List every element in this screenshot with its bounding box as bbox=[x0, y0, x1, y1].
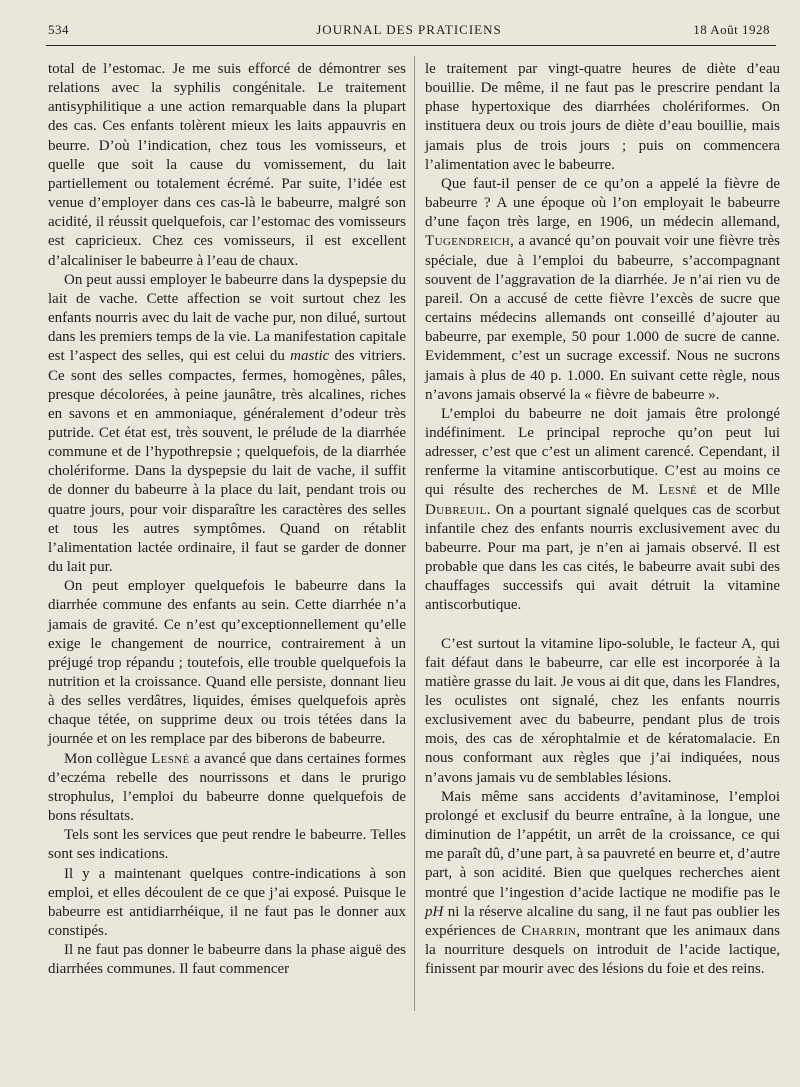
paragraph bbox=[425, 405, 780, 616]
paragraph bbox=[48, 750, 406, 827]
paragraph-text: Il ne faut pas donner le babeurre dans la phase aiguë des diarrhées communes. Il faut commencer bbox=[48, 942, 406, 978]
paragraph-text: Que faut-il penser de ce qu’on a appelé la fièvre de babeurre ? A une époque où l’on employait le babeurre d’une façon très large, en 1906, un médecin allemand, bbox=[425, 175, 780, 231]
paragraph-text: . On a pourtant signalé quelques cas de scorbut infantile chez des enfants nourris exclusivement avec du babeurre. Pour ma part, je n’en ai jamais observé. Il est probable que dans les cas cités, le babeurre avait subi des chauffages successifs qui avait détruit la vitamine antiscorbutique. bbox=[425, 501, 780, 614]
italic-term: pH bbox=[425, 903, 444, 920]
author-name: Tugendreich bbox=[425, 233, 511, 250]
page-number: 534 bbox=[48, 22, 69, 37]
paragraph-text: Tels sont les services que peut rendre le babeurre. Telles sont ses indications. bbox=[48, 827, 406, 863]
paragraph-text: des vitriers. Ce sont des selles compactes, fermes, homogènes, pâles, presque décolorées, à peine jaunâtre, très alcalines, riches en savons et en ammoniaque, généralement d’odeur très putride. Cet état est, très souvent, le prélude de la diarrhée commune et de l’hypothrepsie ; quelquefois, de la diarrhée cholériforme. Dans la dyspepsie du lait de vache, il suffit de donner du babeurre à la place du lait, pendant trois ou quatre jours, pour voir disparaître les caractères des selles et tous les autres symptômes. Quand on rétablit l’alimentation lactée ordinaire, il faut se garder de donner du lait pur. bbox=[48, 348, 407, 576]
paragraph bbox=[48, 271, 406, 578]
paragraph-text: L’emploi du babeurre ne doit jamais être prolongé indéfiniment. Le principal reproche qu’on peut lui adresser, c’est que c’est un aliment carencé. Cependant, il renferme la vitamine antiscorbutique. C’est au moins ce qui résulte des recherches de M. bbox=[425, 405, 780, 499]
paragraph-text: Il y a maintenant quelques contre-indications à son emploi, et elles découlent de ce que j’ai exposé. Puisque le babeurre est antidiarrhéique, il ne faut pas le donner aux constipés. bbox=[48, 865, 406, 940]
author-name: Lesné bbox=[151, 750, 190, 767]
author-name: Dubreuil bbox=[425, 501, 487, 518]
paragraph-text: , montrant que les animaux dans la nourriture desquels on introduit de l’acide lactique, finissent par mourir avec des lésions du foie et des reins. bbox=[425, 922, 781, 978]
paragraph bbox=[425, 60, 780, 175]
column-divider bbox=[414, 56, 415, 1011]
paragraph bbox=[425, 788, 780, 980]
running-header bbox=[48, 22, 770, 42]
issue-date: 18 Août 1928 bbox=[693, 22, 770, 37]
italic-term: mastic bbox=[290, 348, 330, 365]
paragraph bbox=[48, 577, 406, 749]
paragraph-text: ni la réserve alcaline du sang, il ne faut pas oublier les expériences de bbox=[425, 903, 780, 939]
header-rule bbox=[46, 45, 776, 46]
paragraph-text: Mon collègue bbox=[64, 750, 152, 767]
paragraph bbox=[48, 865, 406, 942]
author-name: Lesné bbox=[658, 482, 698, 499]
paragraph bbox=[48, 826, 406, 864]
paragraph-text: total de l’estomac. Je me suis efforcé de démontrer ses relations avec la syphilis congénitale. Le traitement antisyphilitique a une action remarquable dans la plupart des cas. Ces enfants tolèrent mieux les laits appauvris en beurre. D’où l’indication, chez tous les vomisseurs, et quelle que soit la cause du vomissement, du lait partiellement ou totalement écrémé. Par suite, l’idée est venue d’employer dans ces cas-là le babeurre, malgré son acidité, il réussit quelquefois, car l’estomac des vomisseurs est capricieux. Chez ces vomisseurs, il est excellent d’alcaliniser le babeurre à l’eau de chaux. bbox=[48, 61, 406, 269]
paragraph-text: et de Mlle bbox=[697, 482, 780, 499]
paragraph bbox=[425, 175, 780, 405]
author-name: Charrin bbox=[521, 922, 577, 939]
paragraph-text: C’est surtout la vitamine lipo-soluble, le facteur A, qui fait défaut dans le babeurre, car elle est incorporée à la matière grasse du lait. Je vous ai dit que, dans les Flandres, les oculistes ont signalé, chez les enfants nourris exclusivement avec du babeurre, pendant plus de trois mois, des cas de xérophtalmie et de kératomalacie. En nous conformant aux règles que j’ai indiquées, nous n’avons jamais vu de semblables lésions. bbox=[425, 635, 780, 786]
paragraph-text: Mais même sans accidents d’avitaminose, l’emploi prolongé et exclusif du beurre entraîne, à la longue, une diminution de l’appétit, un arrêt de la croissance, ce qui me paraît dû, d’une part, à sa pauvreté en beurre et, d’autre part, à son acidité. Bien que quelques recherches aient montré que l’ingestion d’acide lactique ne modifie pas le bbox=[425, 788, 780, 901]
paragraph-text: , a avancé qu’on pouvait voir une fièvre très spéciale, due à l’emploi du babeurre, s’accompagnant souvent de l’aggravation de la diarrhée. Je n’ai rien vu de pareil. On a accusé de cette fièvre l’excès de sucre que certains médecins allemands ont conseillé d’ajouter au babeurre, par exemple, 50 pour 1.000 de sucre de canne. Evidemment, c’est un sucrage excessif. Nous ne sucrons jamais à plus de 40 p. 1.000. En suivant cette règle, nous n’avons jamais observé la « fièvre de babeurre ». bbox=[425, 233, 780, 403]
left-column bbox=[48, 60, 406, 980]
right-column bbox=[425, 60, 780, 979]
paragraph-text: le traitement par vingt-quatre heures de diète d’eau bouillie. De même, il ne faut pas le prescrire pendant la phase hypertoxique des diarrhées cholériformes. On instituera deux ou trois jours de diète d’eau bouillie, mais jamais plus de trois jours ; puis on commencera l’alimentation avec le babeurre. bbox=[425, 61, 780, 173]
paragraph-text: On peut aussi employer le babeurre dans la dyspepsie du lait de vache. Cette affection se voit surtout chez les enfants nourris avec du lait de vache pur, non dilué, surtout dans les premiers temps de la vie. La manifestation capitale est l’aspect des selles, qui est celui du bbox=[48, 271, 406, 365]
paragraph bbox=[48, 941, 406, 979]
journal-title: JOURNAL DES PRATICIENS bbox=[316, 22, 502, 37]
paragraph-text: a avancé que dans certaines formes d’eczéma rebelle des nourrissons et dans le prurigo strophulus, l’emploi du babeurre donne quelquefois de bons résultats. bbox=[48, 750, 406, 825]
paragraph bbox=[48, 60, 406, 271]
paragraph bbox=[425, 635, 780, 788]
paragraph-text: On peut employer quelquefois le babeurre dans la diarrhée commune des enfants au sein. Cette diarrhée n’a jamais de gravité. Ce n’est qu’exceptionnellement qu’elle exige le changement de nourrice, contrairement à un préjugé trop répandu ; toutefois, elle trouble quelquefois la nutrition et la croissance. Quand elle persiste, donnant lieu à des selles verdâtres, liquides, émises quelquefois après chaque tétée, on supprime deux ou trois tétées dans la journée et on les remplace par des biberons de babeurre. bbox=[48, 578, 406, 748]
